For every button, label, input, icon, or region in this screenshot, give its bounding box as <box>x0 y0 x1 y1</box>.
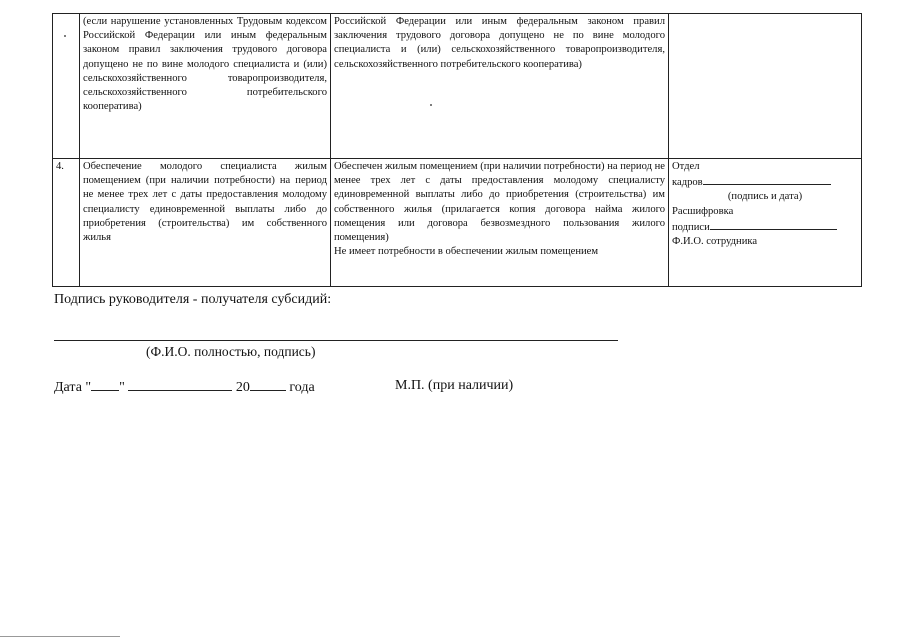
hr-department-label: Отдел <box>672 161 700 172</box>
year-blank <box>250 378 286 391</box>
fulfillment-cell: Российской Федерации или иным федеральным законом правил заключения трудового договора допущено не по вине молодого специалиста и (или) сельскохозяйственного товаропроизводителя, сельскохозяйственного потребительского кооператива) <box>331 14 669 159</box>
scan-speck <box>64 35 66 37</box>
month-blank <box>128 378 232 391</box>
requirement-cell: Обеспечение молодого специалиста жилым помещением (при наличии потребности) на период не менее трех лет с даты предоставления молодому специалисту единовременной выплаты либо до приобретения (строительства) им собственного жилья <box>80 159 331 287</box>
employee-name-caption: Ф.И.О. сотрудника <box>672 236 758 248</box>
scan-edge-line <box>0 636 120 637</box>
hr-signature-line <box>672 174 858 190</box>
hr-cadres-label: кадров <box>672 177 703 189</box>
signature-label: подписи <box>672 221 710 233</box>
date-label: Дата " <box>54 380 92 395</box>
table-row <box>53 159 862 287</box>
decoding-label: Расшифровка <box>672 205 734 217</box>
fulfillment-text: Обеспечен жилым помещением (при наличии потребности) на период не менее трех лет с даты предоставления молодому специалисту единовременной выплаты либо до приобретения (строительства) им собственного жилья (прилагается копия договора найма жилого помещения или договора безвозмездного пользования жилого помещения) <box>334 161 665 244</box>
no-need-text: Не имеет потребности в обеспечении жилым помещением <box>334 246 599 258</box>
date-row <box>54 378 315 396</box>
confirmation-cell <box>669 14 862 159</box>
date-quote: " <box>119 380 125 395</box>
confirmation-cell <box>669 159 862 287</box>
stamp-label: М.П. (при наличии) <box>395 378 514 393</box>
blank-line <box>710 219 837 230</box>
row-number: 4. <box>53 159 80 287</box>
requirement-cell: (если нарушение установленных Трудовым кодексом Российской Федерации или иным федеральным законом правил заключения трудового договора допущено не по вине молодого специалиста и (или) сельскохозяйственного товаропроизводителя, сельскохозяйственного потребительского кооператива) <box>80 14 331 159</box>
form-table <box>52 13 862 287</box>
signature-line <box>54 340 618 341</box>
scan-speck <box>430 104 432 106</box>
fulfillment-cell <box>331 159 669 287</box>
year-suffix: года <box>289 380 315 395</box>
decoding-signature-line <box>672 219 858 235</box>
signature-date-caption: (подпись и дата) <box>727 191 803 203</box>
signature-title: Подпись руководителя - получателя субсидий: <box>54 292 332 307</box>
day-blank <box>91 378 119 391</box>
row-number <box>53 14 80 159</box>
year-prefix: 20 <box>235 380 250 395</box>
blank-line <box>703 174 831 185</box>
signature-caption: (Ф.И.О. полностью, подпись) <box>146 344 316 359</box>
table-row <box>53 14 862 159</box>
